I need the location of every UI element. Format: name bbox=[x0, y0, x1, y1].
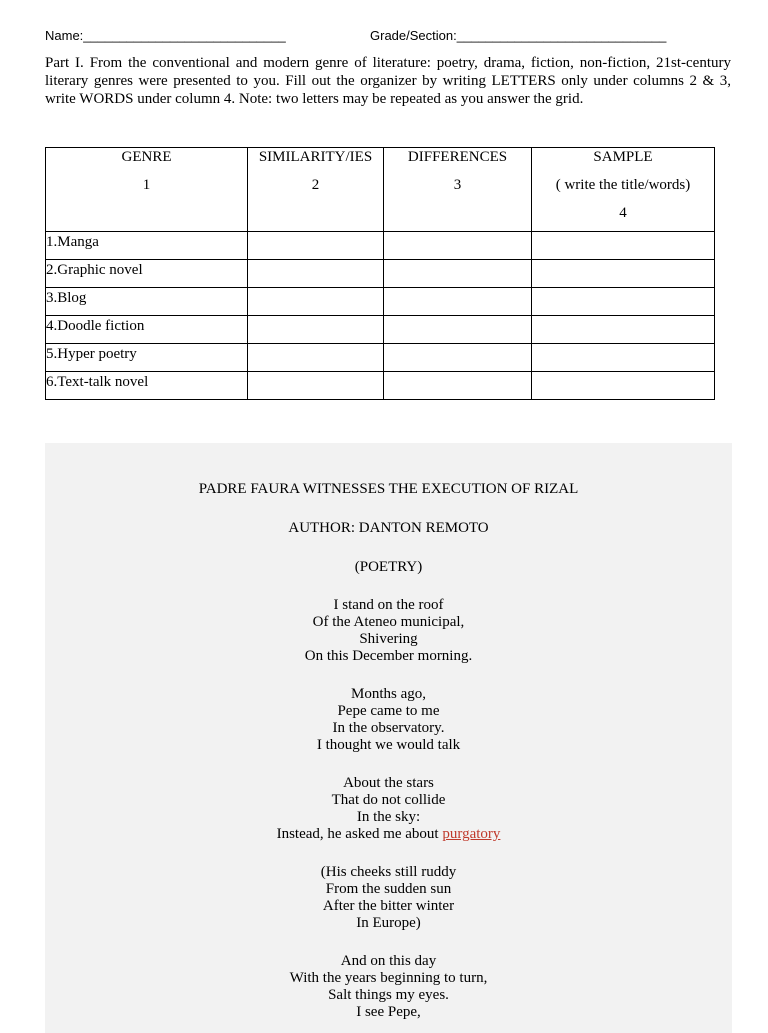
differences-answer-cell[interactable] bbox=[384, 344, 532, 372]
sample-answer-cell[interactable] bbox=[532, 344, 715, 372]
genre-label: 3.Blog bbox=[46, 290, 87, 306]
poem-line: That do not collide bbox=[331, 792, 446, 808]
poem-line: About the stars bbox=[343, 775, 434, 791]
column-header-sample bbox=[532, 148, 715, 232]
poem-form: (POETRY) bbox=[354, 559, 423, 575]
poem-line: After the bitter winter bbox=[322, 898, 455, 914]
differences-answer-cell[interactable] bbox=[384, 372, 532, 400]
name-field-label: Name:____________________________ bbox=[45, 28, 286, 43]
poem-stanza-2 bbox=[45, 686, 732, 754]
sample-answer-cell[interactable] bbox=[532, 372, 715, 400]
grade-section-field-label: Grade/Section:_____________________________ bbox=[370, 28, 667, 43]
genre-cell bbox=[46, 288, 248, 316]
poem-line: Pepe came to me bbox=[337, 703, 440, 719]
poem-line: From the sudden sun bbox=[325, 881, 452, 897]
column-header-differences bbox=[384, 148, 532, 232]
similarity-answer-cell[interactable] bbox=[248, 232, 384, 260]
genre-cell bbox=[46, 316, 248, 344]
table-row bbox=[46, 344, 715, 372]
table-header-row bbox=[46, 148, 715, 232]
poem-line bbox=[45, 826, 732, 843]
genre-label: 6.Text-talk novel bbox=[46, 374, 149, 390]
differences-answer-cell[interactable] bbox=[384, 232, 532, 260]
differences-answer-cell[interactable] bbox=[384, 316, 532, 344]
poem-stanza-4 bbox=[45, 864, 732, 932]
column-header-note: ( write the title/words) bbox=[555, 177, 691, 193]
poem-line: Shivering bbox=[359, 631, 418, 647]
poem-line: I thought we would talk bbox=[316, 737, 461, 753]
poem-line: In the observatory. bbox=[332, 720, 445, 736]
poem-line: Salt things my eyes. bbox=[328, 987, 449, 1003]
column-number: 4 bbox=[619, 205, 627, 221]
table-row bbox=[46, 316, 715, 344]
column-header-similarity bbox=[248, 148, 384, 232]
similarity-answer-cell[interactable] bbox=[248, 372, 384, 400]
genre-label: 5.Hyper poetry bbox=[46, 346, 137, 362]
poem-line: Months ago, bbox=[351, 686, 426, 702]
poem-line: I see Pepe, bbox=[356, 1004, 421, 1020]
similarity-answer-cell[interactable] bbox=[248, 344, 384, 372]
genre-cell bbox=[46, 372, 248, 400]
table-row bbox=[46, 232, 715, 260]
differences-answer-cell[interactable] bbox=[384, 260, 532, 288]
poem-title: PADRE FAURA WITNESSES THE EXECUTION OF RIZAL bbox=[198, 481, 579, 497]
table-row bbox=[46, 288, 715, 316]
poem-line: On this December morning. bbox=[304, 648, 473, 664]
poem-line: (His cheeks still ruddy bbox=[320, 864, 457, 880]
column-header-text: SIMILARITY/IES bbox=[258, 149, 373, 165]
purgatory-link[interactable]: purgatory bbox=[442, 826, 501, 842]
poem-box bbox=[45, 443, 732, 1033]
poem-line: In the sky: bbox=[356, 809, 421, 825]
genre-cell bbox=[46, 260, 248, 288]
genre-label: 1.Manga bbox=[46, 234, 99, 250]
poem-line: In Europe) bbox=[356, 915, 421, 931]
poem-line: I stand on the roof bbox=[333, 597, 444, 613]
column-header-genre bbox=[46, 148, 248, 232]
column-number: 3 bbox=[453, 177, 462, 193]
poem-stanza-1 bbox=[45, 597, 732, 665]
sample-answer-cell[interactable] bbox=[532, 288, 715, 316]
column-number: 2 bbox=[311, 177, 320, 193]
sample-answer-cell[interactable] bbox=[532, 260, 715, 288]
table-row bbox=[46, 372, 715, 400]
genre-cell bbox=[46, 232, 248, 260]
poem-line: And on this day bbox=[340, 953, 437, 969]
column-header-text: GENRE bbox=[121, 149, 172, 165]
poem-line: Of the Ateneo municipal, bbox=[312, 614, 465, 630]
column-number: 1 bbox=[142, 177, 151, 193]
sample-answer-cell[interactable] bbox=[532, 316, 715, 344]
column-header-text: SAMPLE bbox=[593, 149, 653, 165]
poem-stanza-3 bbox=[45, 775, 732, 843]
genre-organizer-table bbox=[45, 147, 715, 400]
genre-cell bbox=[46, 344, 248, 372]
sample-answer-cell[interactable] bbox=[532, 232, 715, 260]
poem-stanza-5 bbox=[45, 953, 732, 1021]
similarity-answer-cell[interactable] bbox=[248, 260, 384, 288]
poem-line-text: Instead, he asked me about bbox=[276, 826, 443, 842]
poem-line: With the years beginning to turn, bbox=[289, 970, 488, 986]
table-row bbox=[46, 260, 715, 288]
instructions-paragraph: Part I. From the conventional and modern genre of literature: poetry, drama, fiction, non-fiction, 21st-century literary genres were presented to you. Fill out the organizer by writing LETTERS only under columns 2 & 3, write WORDS under column 4. Note: two letters may be repeated as you answer the grid. bbox=[45, 55, 731, 107]
poem-author: AUTHOR: DANTON REMOTO bbox=[288, 520, 489, 536]
similarity-answer-cell[interactable] bbox=[248, 316, 384, 344]
column-header-text: DIFFERENCES bbox=[407, 149, 508, 165]
genre-label: 4.Doodle fiction bbox=[46, 318, 145, 334]
similarity-answer-cell[interactable] bbox=[248, 288, 384, 316]
genre-label: 2.Graphic novel bbox=[46, 262, 143, 278]
differences-answer-cell[interactable] bbox=[384, 288, 532, 316]
